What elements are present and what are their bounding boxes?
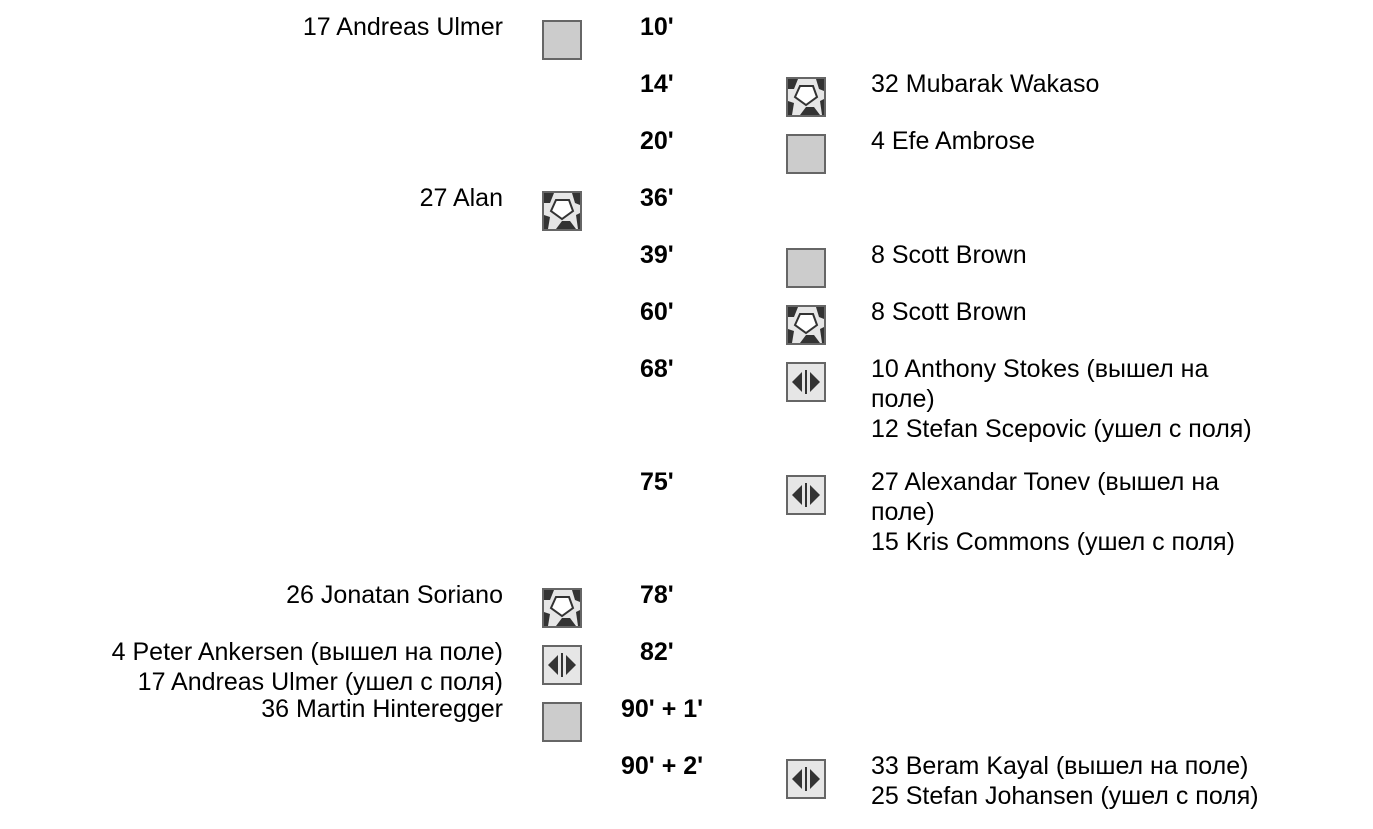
card-icon bbox=[786, 248, 826, 288]
player-line: 4 Peter Ankersen (вышел на поле) bbox=[111, 638, 503, 666]
player-line: 8 Scott Brown bbox=[871, 241, 1027, 269]
substitution-icon bbox=[786, 759, 826, 799]
goal-ball-icon bbox=[786, 305, 826, 345]
event-minute: 60' bbox=[640, 298, 674, 326]
player-line: 33 Beram Kayal (вышел на поле) bbox=[871, 752, 1249, 780]
event-minute: 39' bbox=[640, 241, 674, 269]
goal-ball-icon bbox=[542, 191, 582, 231]
away-player-text bbox=[871, 751, 1371, 811]
away-player-text bbox=[871, 69, 1371, 99]
away-player-text bbox=[871, 240, 1371, 270]
card-icon bbox=[542, 20, 582, 60]
event-minute: 78' bbox=[640, 581, 674, 609]
event-minute: 68' bbox=[640, 355, 674, 383]
event-minute: 10' bbox=[640, 13, 674, 41]
substitution-icon bbox=[786, 362, 826, 402]
event-minute: 90' + 1' bbox=[621, 695, 704, 723]
card-icon bbox=[542, 702, 582, 742]
home-player-text bbox=[0, 183, 503, 213]
player-line: 10 Anthony Stokes (вышел на bbox=[871, 355, 1209, 383]
player-line: поле) bbox=[871, 498, 935, 526]
player-line: 12 Stefan Scepovic (ушел с поля) bbox=[871, 415, 1252, 443]
away-player-text bbox=[871, 354, 1371, 444]
event-minute: 75' bbox=[640, 468, 674, 496]
player-line: 27 Alan bbox=[419, 184, 503, 212]
player-line: 27 Alexandar Tonev (вышел на bbox=[871, 468, 1220, 496]
home-player-text bbox=[0, 580, 503, 610]
player-line: 17 Andreas Ulmer bbox=[302, 13, 503, 41]
card-icon bbox=[786, 134, 826, 174]
player-line: 25 Stefan Johansen (ушел с поля) bbox=[871, 782, 1259, 810]
event-minute: 90' + 2' bbox=[621, 752, 704, 780]
player-line: 15 Kris Commons (ушел с поля) bbox=[871, 528, 1235, 556]
player-line: 17 Andreas Ulmer (ушел с поля) bbox=[137, 668, 503, 696]
player-line: 4 Efe Ambrose bbox=[871, 127, 1035, 155]
player-line: 26 Jonatan Soriano bbox=[286, 581, 503, 609]
player-line: 36 Martin Hinteregger bbox=[261, 695, 503, 723]
away-player-text bbox=[871, 126, 1371, 156]
goal-ball-icon bbox=[786, 77, 826, 117]
event-minute: 36' bbox=[640, 184, 674, 212]
goal-ball-icon bbox=[542, 588, 582, 628]
away-player-text bbox=[871, 467, 1371, 557]
player-line: поле) bbox=[871, 385, 935, 413]
substitution-icon bbox=[542, 645, 582, 685]
player-line: 8 Scott Brown bbox=[871, 298, 1027, 326]
home-player-text bbox=[0, 637, 503, 697]
away-player-text bbox=[871, 297, 1371, 327]
event-minute: 82' bbox=[640, 638, 674, 666]
substitution-icon bbox=[786, 475, 826, 515]
player-line: 32 Mubarak Wakaso bbox=[871, 70, 1100, 98]
home-player-text bbox=[0, 694, 503, 724]
event-minute: 14' bbox=[640, 70, 674, 98]
home-player-text bbox=[0, 12, 503, 42]
event-minute: 20' bbox=[640, 127, 674, 155]
